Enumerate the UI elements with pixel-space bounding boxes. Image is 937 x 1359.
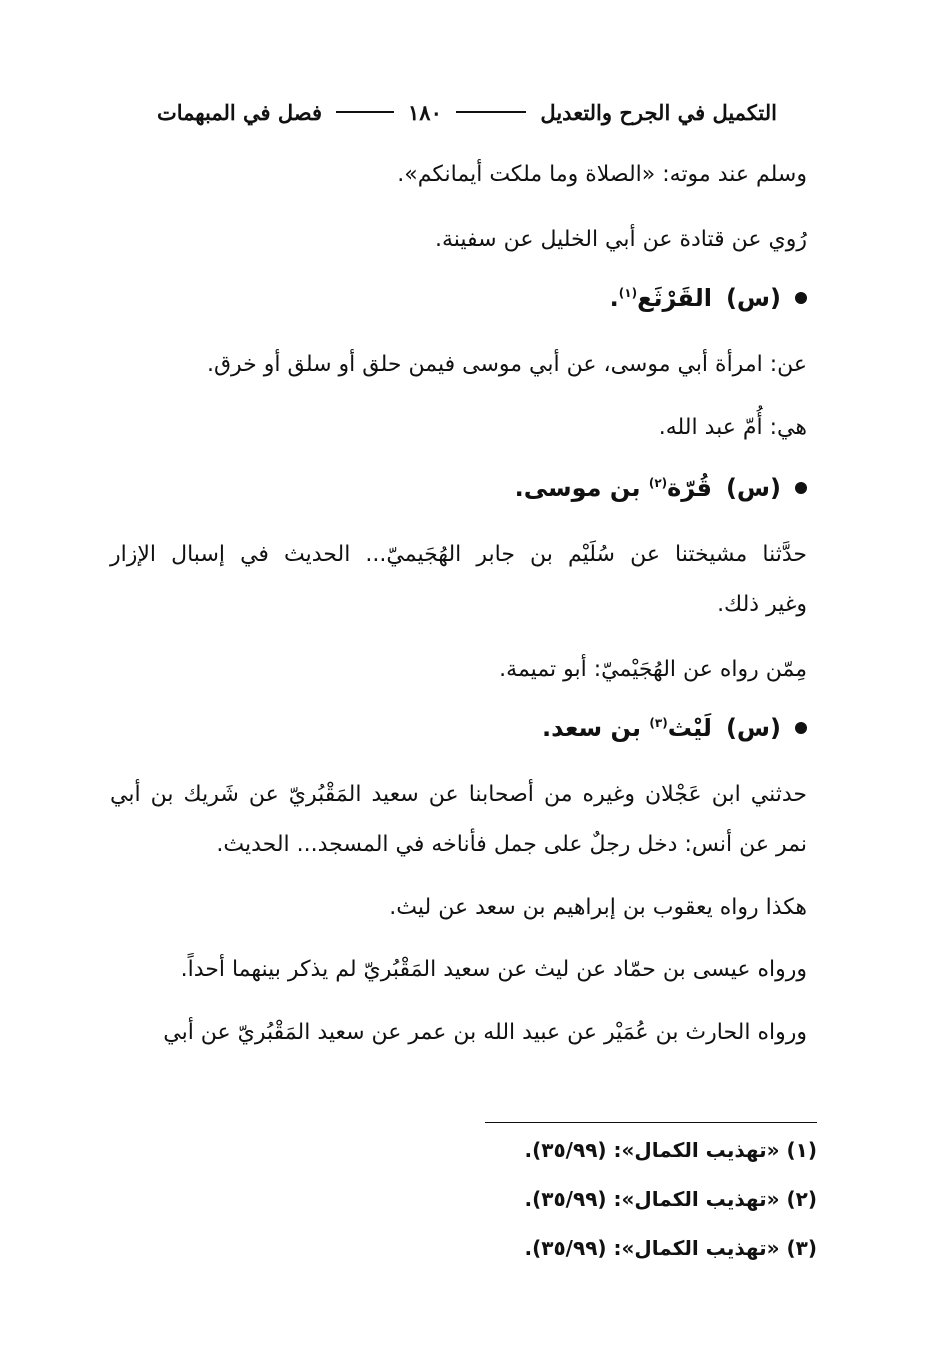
section-title: فصل في المبهمات xyxy=(157,99,323,125)
body-line: وغير ذلك. xyxy=(717,592,807,617)
body-line: رُوي عن قتادة عن أبي الخليل عن سفينة. xyxy=(434,227,807,252)
body-line: مِمّن رواه عن الهُجَيْميّ: أبو تميمة. xyxy=(499,657,807,682)
bullet-icon xyxy=(795,722,807,734)
book-title: التكميل في الجرح والتعديل xyxy=(540,99,777,125)
entry-name: لَيْث$^{(٣)}$ بن سعد. xyxy=(541,714,712,742)
body-line: نمر عن أنس: دخل رجلٌ على جمل فأناخه في المسجد... الحديث. xyxy=(216,832,807,857)
body-line: حدثني ابن عَجْلان وغيره من أصحابنا عن سعيد المَقْبُريّ عن شَريك بن أبي xyxy=(110,782,807,807)
entry-heading xyxy=(542,714,807,742)
entry-name: القَرْثَع$^{(١)}$. xyxy=(609,284,712,312)
entry-heading xyxy=(515,474,807,502)
bullet-icon xyxy=(795,482,807,494)
entry-name: قُرّة$^{(٢)}$ بن موسى. xyxy=(514,474,712,502)
body-line: هكذا رواه يعقوب بن إبراهيم بن سعد عن ليث. xyxy=(389,895,807,920)
entry-tag: (س) xyxy=(725,714,781,742)
body-line: عن: امرأة أبي موسى، عن أبي موسى فيمن حلق أو سلق أو خرق. xyxy=(206,352,807,377)
body-line: حدَّثنا مشيختنا عن سُلَيْم بن جابر الهُجَيميّ... الحديث في إسبال الإزار xyxy=(110,542,807,567)
body-line: هي: أُمّ عبد الله. xyxy=(658,415,807,440)
footnote: (٢) «تهذيب الكمال»: (٣٥/٩٩). xyxy=(524,1187,817,1211)
bullet-icon xyxy=(795,292,807,304)
footnote-divider xyxy=(485,1122,817,1123)
footnote: (١) «تهذيب الكمال»: (٣٥/٩٩). xyxy=(524,1138,817,1162)
footnote-ref: (١) xyxy=(618,286,638,300)
body-line: ورواه الحارث بن عُمَيْر عن عبيد الله بن عمر عن سعيد المَقْبُريّ عن أبي xyxy=(163,1020,807,1045)
entry-tag: (س) xyxy=(725,284,781,312)
header-rule xyxy=(456,111,527,113)
entry-heading xyxy=(610,284,807,312)
running-header xyxy=(157,92,777,132)
body-line: ورواه عيسى بن حمّاد عن ليث عن سعيد المَقْبُريّ لم يذكر بينهما أحداً. xyxy=(180,957,807,982)
entry-tag: (س) xyxy=(725,474,781,502)
footnote: (٣) «تهذيب الكمال»: (٣٥/٩٩). xyxy=(524,1236,817,1260)
footnote-ref: (٣) xyxy=(649,716,668,730)
page-number: ١٨٠ xyxy=(408,99,442,125)
header-rule xyxy=(336,111,394,113)
body-line: وسلم عند موته: «الصلاة وما ملكت أيمانكم». xyxy=(397,162,807,187)
footnote-ref: (٢) xyxy=(648,476,668,490)
